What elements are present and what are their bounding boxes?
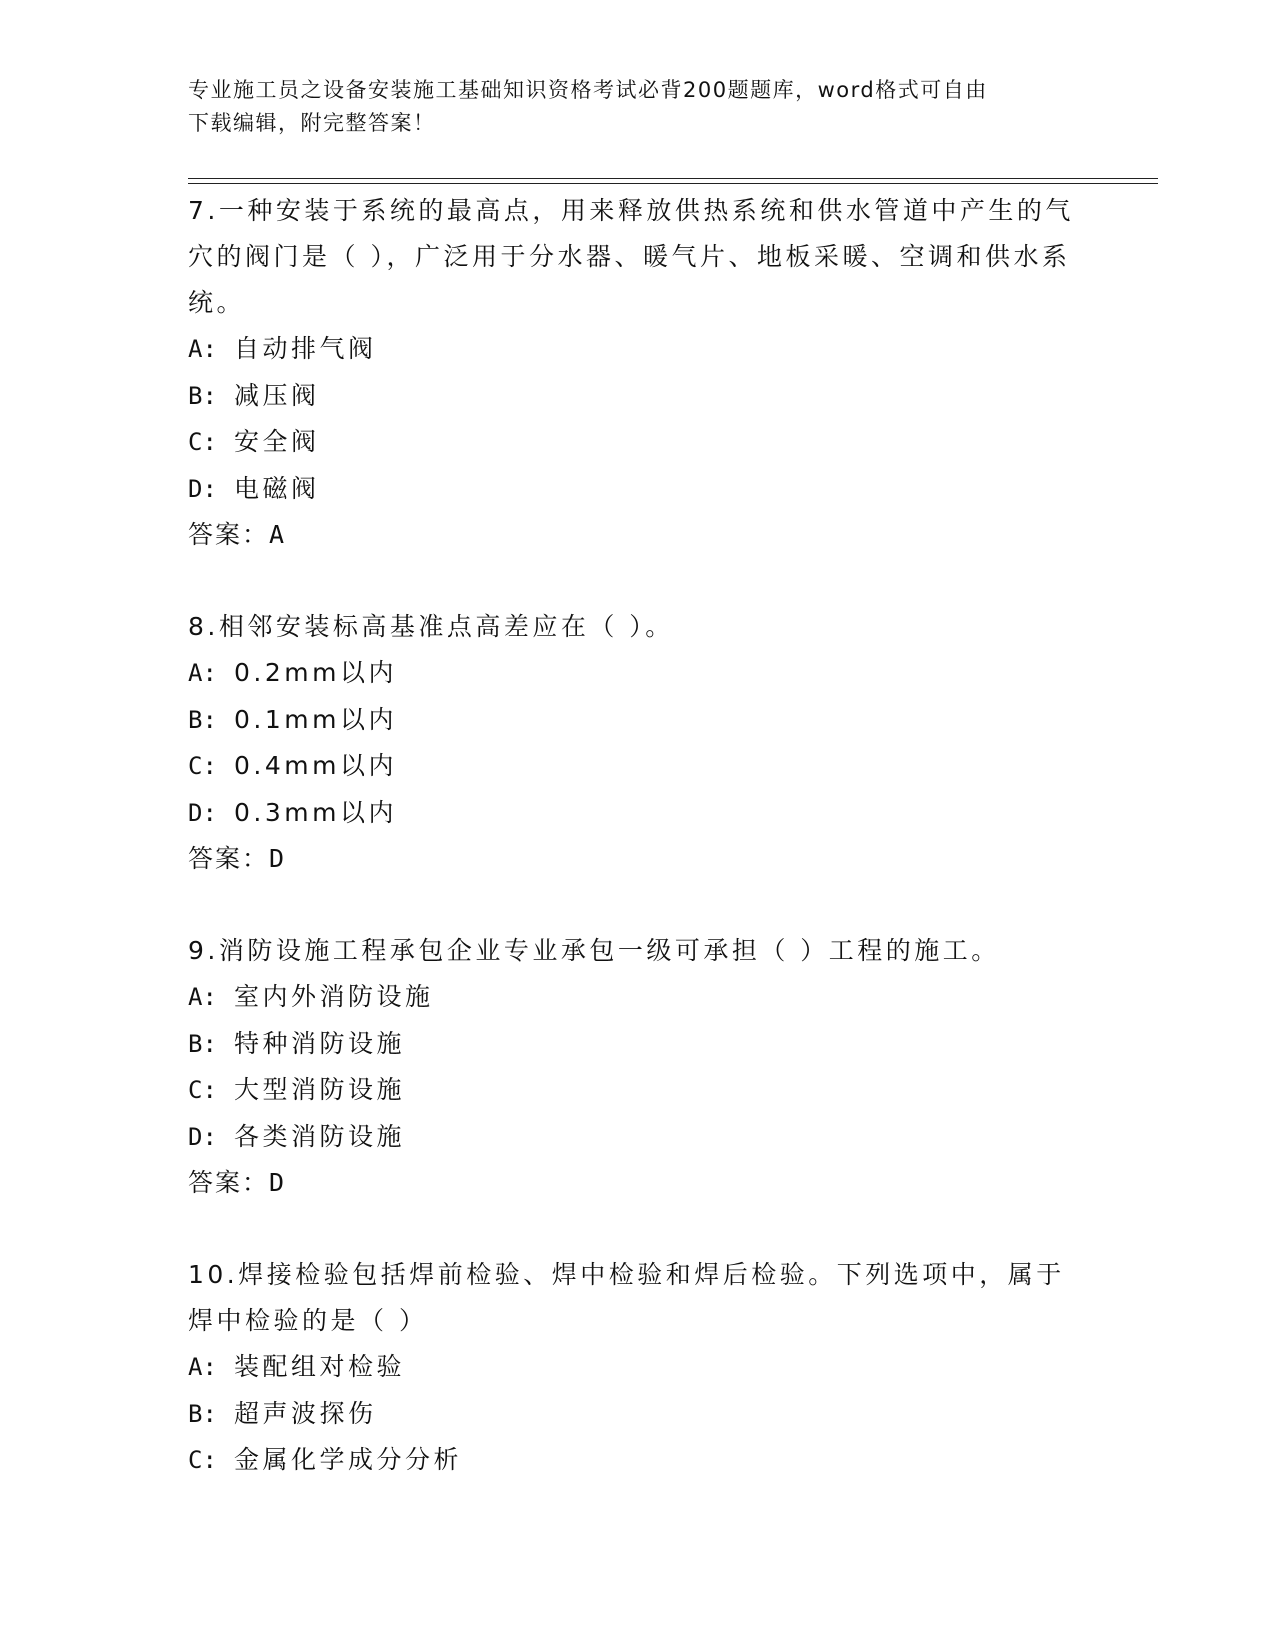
question-9	[188, 928, 1088, 1206]
option-text: 超声波探伤	[234, 1398, 377, 1428]
option-letter: C:	[188, 428, 217, 456]
option-text: 大型消防设施	[234, 1075, 406, 1104]
option-text: 金属化学成分分析	[234, 1445, 463, 1474]
question-8	[188, 604, 1088, 882]
option-b	[188, 697, 1088, 744]
option-a	[188, 326, 1088, 373]
answer-line	[188, 836, 1088, 882]
question-list	[188, 188, 1088, 1484]
option-letter: A:	[188, 1353, 217, 1381]
option-text: 0.2mm以内	[234, 658, 397, 687]
option-b	[188, 1021, 1088, 1068]
option-letter: A:	[188, 983, 217, 1011]
option-letter: A:	[188, 335, 217, 363]
option-b	[188, 373, 1088, 420]
answer-value: A	[269, 520, 285, 549]
option-letter: B:	[188, 381, 217, 410]
option-a	[188, 974, 1088, 1021]
answer-line	[188, 1160, 1088, 1206]
option-text: 0.4mm以内	[234, 751, 397, 780]
option-text: 室内外消防设施	[234, 982, 434, 1011]
header-line-2: 下载编辑，附完整答案！	[188, 111, 436, 135]
option-c	[188, 1067, 1088, 1114]
spacer	[188, 558, 1088, 604]
option-text: 特种消防设施	[234, 1028, 406, 1058]
spacer	[188, 1206, 1088, 1252]
question-stem: 8.相邻安装标高基准点高差应在（ ）。	[188, 612, 674, 641]
option-c	[188, 743, 1088, 790]
header-line-1: 专业施工员之设备安装施工基础知识资格考试必背200题题库，word格式可自由	[188, 78, 988, 102]
option-letter: B:	[188, 1399, 217, 1428]
header-divider-top	[188, 178, 1158, 179]
option-a	[188, 650, 1088, 697]
option-letter: A:	[188, 659, 217, 687]
question-stem: 9.消防设施工程承包企业专业承包一级可承担（ ）工程的施工。	[188, 936, 1000, 965]
spacer	[188, 882, 1088, 928]
option-letter: B:	[188, 1029, 217, 1058]
option-letter: D:	[188, 474, 217, 503]
option-d	[188, 466, 1088, 513]
option-text: 0.3mm以内	[234, 797, 397, 827]
option-text: 0.1mm以内	[234, 704, 397, 734]
answer-label: 答案：	[188, 844, 270, 873]
answer-value: D	[269, 1168, 285, 1197]
option-d	[188, 1114, 1088, 1161]
option-letter: C:	[188, 1446, 217, 1474]
option-b	[188, 1391, 1088, 1438]
header-divider-bottom	[188, 183, 1158, 184]
option-letter: B:	[188, 705, 217, 734]
option-letter: D:	[188, 798, 217, 827]
option-text: 电磁阀	[234, 473, 320, 503]
question-stem: 7.一种安装于系统的最高点，用来释放供热系统和供水管道中产生的气穴的阀门是（ ），广泛用于分水器、暖气片、地板采暖、空调和供水系统。	[188, 196, 1074, 317]
question-stem: 10.焊接检验包括焊前检验、焊中检验和焊后检验。下列选项中，属于焊中检验的是（ ）	[188, 1260, 1065, 1335]
option-a	[188, 1344, 1088, 1391]
answer-line	[188, 512, 1088, 558]
question-7	[188, 188, 1088, 558]
document-header	[188, 74, 1068, 140]
option-text: 自动排气阀	[234, 334, 377, 363]
option-letter: C:	[188, 1076, 217, 1104]
option-text: 安全阀	[234, 427, 320, 456]
option-d	[188, 790, 1088, 837]
option-text: 装配组对检验	[234, 1352, 406, 1381]
option-letter: C:	[188, 752, 217, 780]
option-text: 各类消防设施	[234, 1121, 406, 1151]
option-c	[188, 419, 1088, 466]
answer-value: D	[269, 844, 285, 873]
option-letter: D:	[188, 1122, 217, 1151]
answer-label: 答案：	[188, 520, 270, 549]
option-text: 减压阀	[234, 380, 320, 410]
option-c	[188, 1437, 1088, 1484]
question-10	[188, 1252, 1088, 1484]
answer-label: 答案：	[188, 1168, 270, 1197]
